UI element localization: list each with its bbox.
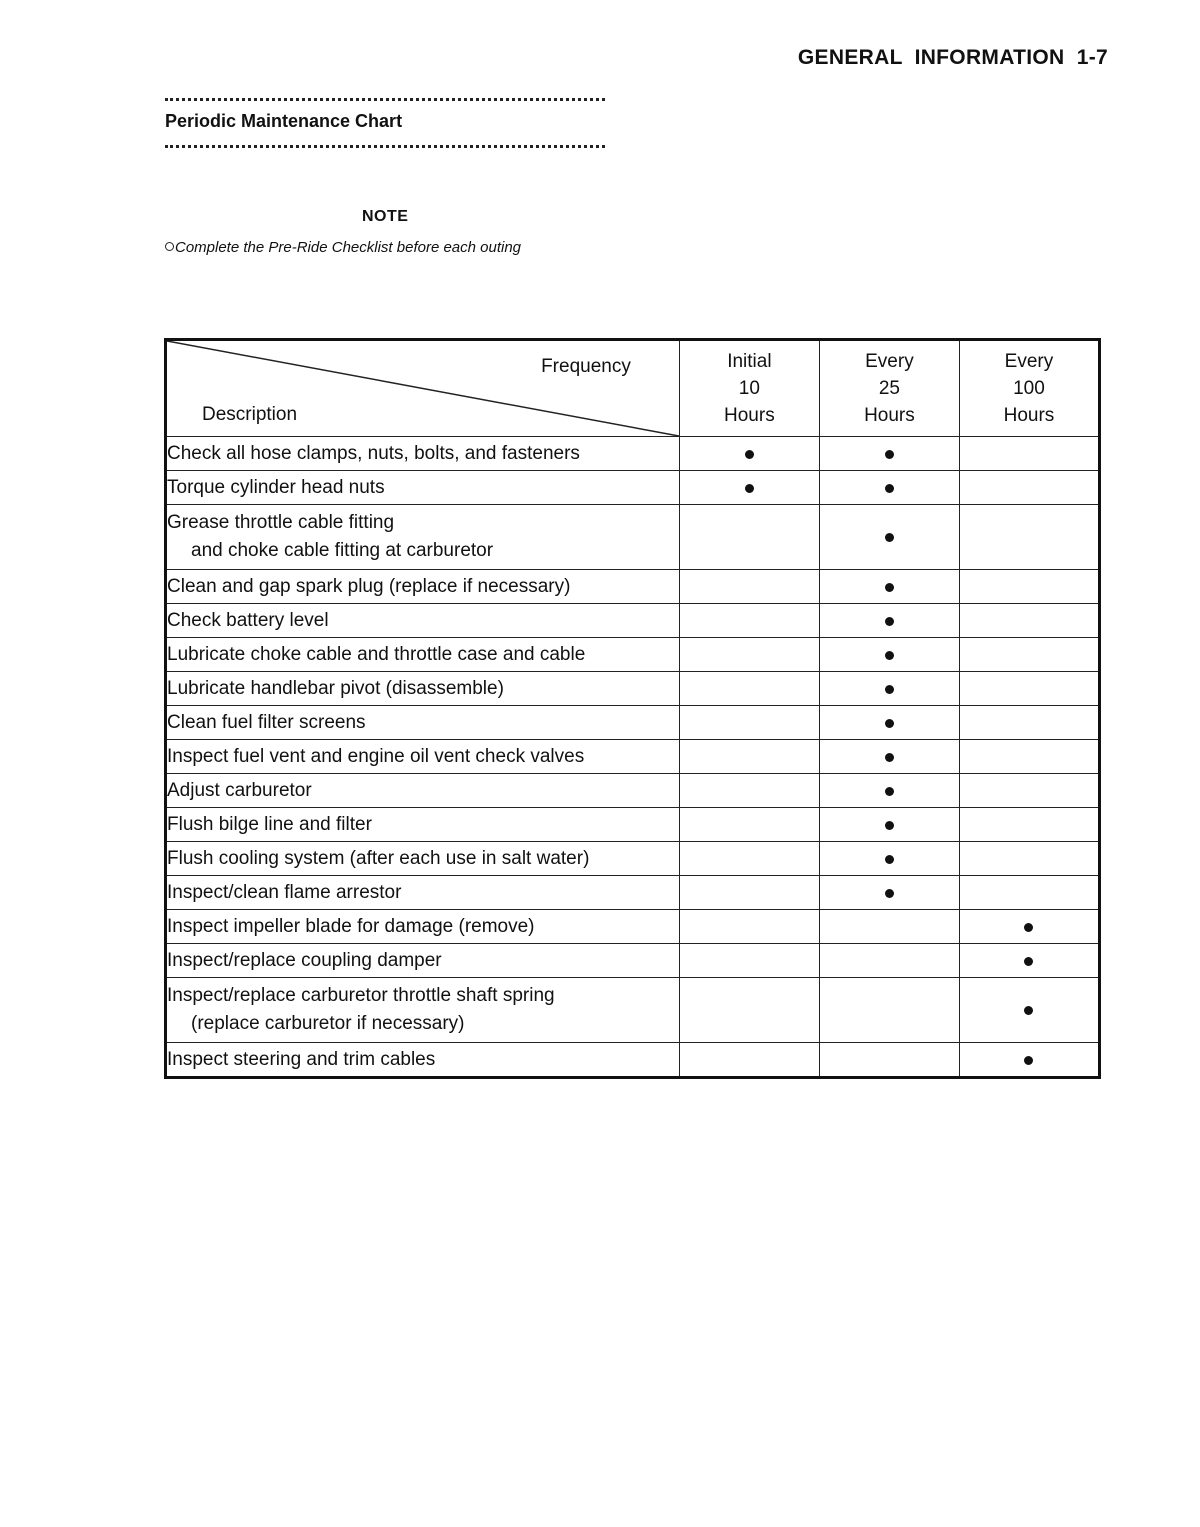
description-line: Adjust carburetor [167, 779, 312, 801]
description-line: and choke cable fitting at carburetor [191, 540, 494, 561]
frequency-mark-cell [959, 672, 1099, 706]
description-line: Inspect fuel vent and engine oil vent check valves [167, 745, 585, 767]
row-description [166, 706, 680, 740]
description-line: Inspect impeller blade for damage (remove) [167, 915, 535, 937]
description-line: Check all hose clamps, nuts, bolts, and fasteners [167, 442, 580, 464]
frequency-mark-cell [819, 774, 959, 808]
table-row [166, 978, 1100, 1043]
description-line: Lubricate handlebar pivot (disassemble) [167, 677, 504, 699]
description-line: Flush cooling system (after each use in salt water) [167, 847, 590, 869]
frequency-mark-cell [959, 774, 1099, 808]
frequency-mark-cell [679, 774, 819, 808]
frequency-mark-cell [679, 910, 819, 944]
frequency-mark-cell [679, 842, 819, 876]
column-header-line: Hours [864, 405, 915, 426]
row-description [166, 604, 680, 638]
table-row [166, 505, 1100, 570]
frequency-mark-cell [679, 471, 819, 505]
frequency-mark-cell [819, 1043, 959, 1078]
column-header-line: Every [865, 351, 914, 372]
bullet-dot-icon [885, 450, 894, 459]
bullet-dot-icon [1024, 1006, 1033, 1015]
column-header-line: Hours [1003, 405, 1055, 426]
row-description [166, 740, 680, 774]
frequency-mark-cell [679, 876, 819, 910]
frequency-mark-cell [819, 706, 959, 740]
bullet-dot-icon [885, 855, 894, 864]
table-row [166, 808, 1100, 842]
frequency-mark-cell [819, 978, 959, 1043]
frequency-mark-cell [819, 570, 959, 604]
maintenance-chart-table [164, 338, 1101, 1079]
column-header-initial-10 [679, 340, 819, 437]
bullet-dot-icon [1024, 923, 1033, 932]
frequency-mark-cell [679, 638, 819, 672]
bullet-dot-icon [885, 719, 894, 728]
table-row [166, 944, 1100, 978]
table-row [166, 1043, 1100, 1078]
description-line: Lubricate choke cable and throttle case and cable [167, 643, 586, 665]
frequency-mark-cell [819, 842, 959, 876]
frequency-mark-cell [819, 604, 959, 638]
row-description [166, 774, 680, 808]
row-description [166, 638, 680, 672]
bullet-dot-icon [885, 583, 894, 592]
row-description [166, 944, 680, 978]
bullet-dot-icon [745, 450, 754, 459]
description-line: Grease throttle cable fitting [167, 512, 395, 533]
frequency-mark-cell [679, 437, 819, 471]
frequency-mark-cell [819, 876, 959, 910]
frequency-mark-cell [679, 1043, 819, 1078]
frequency-mark-cell [959, 570, 1099, 604]
frequency-mark-cell [819, 471, 959, 505]
bullet-dot-icon [885, 533, 894, 542]
frequency-mark-cell [679, 978, 819, 1043]
frequency-mark-cell [679, 706, 819, 740]
column-header-line: 25 [878, 378, 900, 399]
row-description [166, 505, 680, 570]
frequency-mark-cell [959, 808, 1099, 842]
row-description [166, 842, 680, 876]
header-corner-cell [166, 340, 680, 437]
column-header-line: 10 [738, 378, 760, 399]
description-line: Check battery level [167, 609, 329, 631]
bullet-dot-icon [885, 651, 894, 660]
frequency-mark-cell [959, 978, 1099, 1043]
frequency-mark-cell [959, 910, 1099, 944]
column-header-line: Every [1004, 351, 1054, 372]
bullet-dot-icon [885, 889, 894, 898]
frequency-mark-cell [819, 672, 959, 706]
table-row [166, 471, 1100, 505]
description-line: Inspect/clean flame arrestor [167, 881, 402, 903]
frequency-mark-cell [819, 740, 959, 774]
bottom-dotted-rule [165, 145, 605, 148]
row-description [166, 808, 680, 842]
column-header-line: 100 [1013, 378, 1045, 399]
row-description [166, 910, 680, 944]
table-row [166, 876, 1100, 910]
note-text [165, 239, 521, 256]
frequency-mark-cell [819, 437, 959, 471]
frequency-mark-cell [819, 944, 959, 978]
table-row [166, 910, 1100, 944]
table-row [166, 672, 1100, 706]
table-row [166, 740, 1100, 774]
frequency-mark-cell [679, 570, 819, 604]
frequency-mark-cell [819, 505, 959, 570]
table-row [166, 570, 1100, 604]
frequency-mark-cell [959, 740, 1099, 774]
bullet-dot-icon [885, 753, 894, 762]
frequency-mark-cell [819, 808, 959, 842]
table-row [166, 774, 1100, 808]
bullet-dot-icon [885, 685, 894, 694]
frequency-mark-cell [959, 471, 1099, 505]
note-text-content: Complete the Pre-Ride Checklist before each outing [175, 239, 522, 256]
description-label: Description [202, 404, 298, 425]
column-header-every-25 [819, 340, 959, 437]
open-circle-bullet-icon [165, 242, 174, 251]
description-line: Torque cylinder head nuts [167, 476, 385, 498]
frequency-mark-cell [959, 842, 1099, 876]
description-line: Inspect/replace coupling damper [167, 949, 442, 971]
table-header-row [166, 340, 1100, 437]
section-title: Periodic Maintenance Chart [165, 111, 403, 131]
frequency-mark-cell [679, 944, 819, 978]
bullet-dot-icon [885, 617, 894, 626]
table-row [166, 437, 1100, 471]
row-description [166, 876, 680, 910]
description-line: Clean and gap spark plug (replace if necessary) [167, 575, 571, 597]
top-dotted-rule [165, 98, 605, 101]
row-description [166, 437, 680, 471]
row-description [166, 1043, 680, 1078]
frequency-mark-cell [959, 437, 1099, 471]
note-title: NOTE [362, 208, 409, 225]
row-description [166, 471, 680, 505]
row-description [166, 978, 680, 1043]
row-description [166, 672, 680, 706]
frequency-mark-cell [959, 706, 1099, 740]
column-header-line: Initial [727, 351, 772, 372]
frequency-mark-cell [959, 505, 1099, 570]
column-header-every-100 [959, 340, 1099, 437]
bullet-dot-icon [1024, 1056, 1033, 1065]
frequency-mark-cell [959, 876, 1099, 910]
frequency-mark-cell [959, 944, 1099, 978]
table-row [166, 706, 1100, 740]
bullet-dot-icon [1024, 957, 1033, 966]
frequency-mark-cell [679, 672, 819, 706]
frequency-mark-cell [679, 505, 819, 570]
bullet-dot-icon [885, 484, 894, 493]
frequency-mark-cell [679, 740, 819, 774]
table-row [166, 604, 1100, 638]
row-description [166, 570, 680, 604]
table-body [166, 437, 1100, 1078]
frequency-mark-cell [959, 638, 1099, 672]
description-line: Flush bilge line and filter [167, 813, 372, 835]
description-line: Inspect steering and trim cables [167, 1048, 436, 1070]
frequency-mark-cell [679, 604, 819, 638]
description-line: Inspect/replace carburetor throttle shaft spring [167, 985, 555, 1006]
frequency-mark-cell [819, 638, 959, 672]
bullet-dot-icon [885, 787, 894, 796]
page-header: GENERAL INFORMATION 1-7 [797, 46, 1108, 69]
frequency-label: Frequency [541, 356, 631, 377]
frequency-mark-cell [819, 910, 959, 944]
table-row [166, 842, 1100, 876]
bullet-dot-icon [885, 821, 894, 830]
description-line: Clean fuel filter screens [167, 711, 366, 733]
bullet-dot-icon [745, 484, 754, 493]
description-line: (replace carburetor if necessary) [191, 1013, 465, 1034]
frequency-mark-cell [679, 808, 819, 842]
frequency-mark-cell [959, 1043, 1099, 1078]
table-row [166, 638, 1100, 672]
column-header-line: Hours [724, 405, 775, 426]
frequency-mark-cell [959, 604, 1099, 638]
